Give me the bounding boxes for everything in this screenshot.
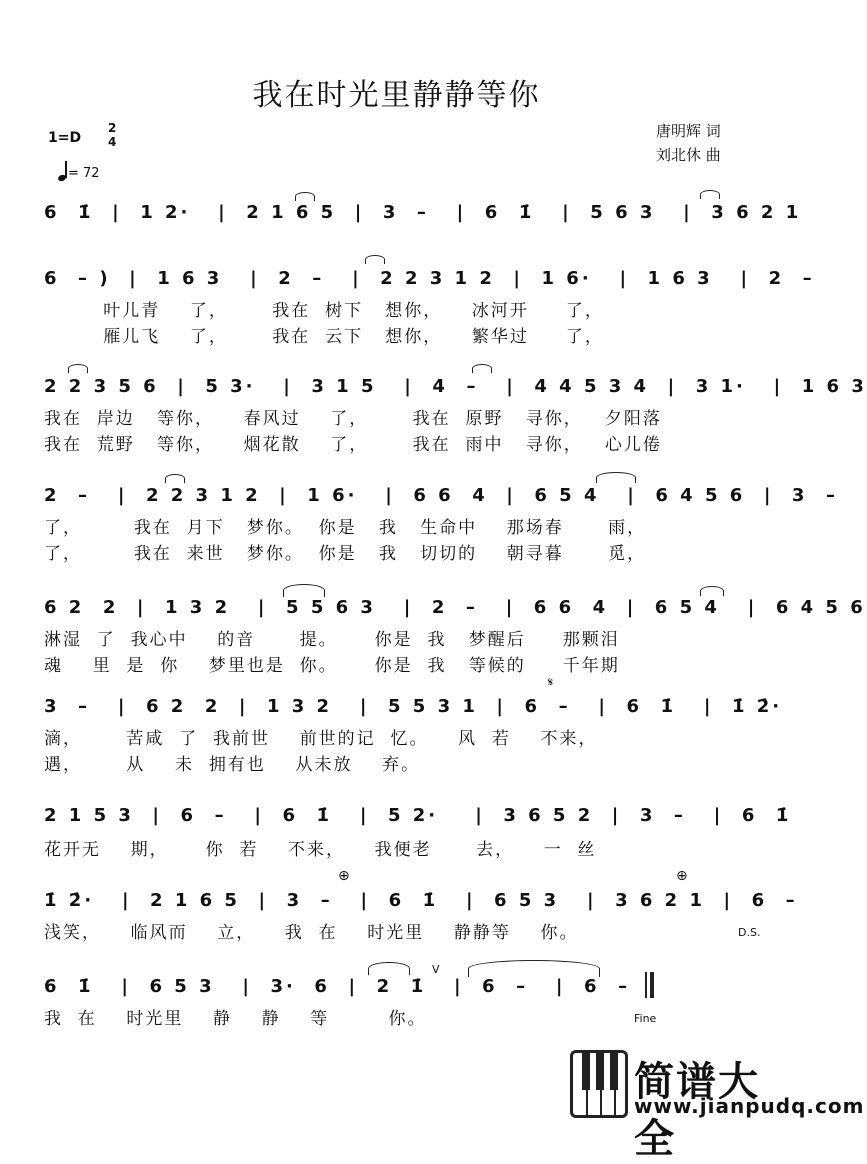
lyric-row-2: 了， 我在 来世 梦你。 你是 我 切切的 朝寻暮 觅，	[44, 544, 647, 564]
site-logo	[570, 1050, 865, 1162]
slur	[283, 584, 325, 597]
slur	[295, 192, 315, 201]
final-barline-thin	[645, 972, 647, 998]
coda-icon: ⊕	[676, 868, 688, 884]
tempo-value: = 72	[68, 166, 100, 181]
time-signature	[108, 121, 116, 149]
lyric-row-2: 遇， 从 未 拥有也 从未放 弃。	[44, 755, 421, 775]
slur	[596, 472, 636, 483]
lyric-row-1: 滴， 苦咸 了 我前世 前世的记 忆。 风 若 不来，	[44, 729, 598, 749]
lyric-row-1: 叶儿青 了， 我在 树下 想你， 冰河开 了，	[44, 301, 604, 321]
lyric-row-2: 我在 荒野 等你， 烟花散 了， 我在 雨中 寻你， 心儿倦	[44, 435, 662, 455]
notes-row: 6 1̇ | 6 5 3 | 3· 6 | 2 1̇ | 6 – | 6 –	[44, 976, 631, 997]
lyric-row-1: 花开无 期， 你 若 不来， 我便老 去， 一 丝	[44, 840, 597, 860]
notes-row: 2 1 5 3 | 6 – | 6 1̇ | 5 2· | 3 6 5 2 | 3 – | 6 1̇	[44, 805, 792, 826]
notes-row: 1̇ 2̇· | 2 1 6 5 | 3 – | 6 1̇ | 6 5 3 | 3 6 2 1 | 6 –	[44, 890, 798, 911]
breath-mark: V	[432, 963, 440, 976]
slur	[368, 962, 410, 975]
fine-marker: Fine	[634, 1012, 657, 1025]
slur	[468, 960, 600, 977]
slur	[472, 364, 492, 373]
composer: 刘北休 曲	[656, 146, 721, 164]
slur	[365, 255, 385, 264]
notes-row: 6 – ) | 1 6 3 | 2 – | 2 2 3 1 2 | 1 6· | 1 6 3 | 2 –	[44, 268, 815, 289]
notes-row: 6 2 2 | 1 3 2 | 5 5 6 3 | 2 – | 6 6 4 | 6 5 4 | 6 4 5 6	[44, 597, 866, 618]
slur	[68, 364, 88, 373]
lyric-row-2: 魂 里 是 你 梦里也是 你。 你是 我 等候的 千年期	[44, 656, 620, 676]
logo-url: www.jianpudq.com	[634, 1094, 865, 1118]
ds-marker: D.S.	[738, 926, 761, 939]
notes-row: 6 1̇ | 1 2· | 2 1 6 5 | 3 – | 6 1̇ | 5 6 3 | 3 6 2 1	[44, 202, 802, 223]
segno-icon: 𝄋	[548, 675, 554, 689]
time-signature-bottom: 4	[108, 135, 117, 149]
slur	[165, 474, 185, 483]
song-title: 我在时光里静静等你	[252, 78, 541, 113]
lyric-row-1: 浅笑， 临风而 立， 我 在 时光里 静静等 你。	[44, 923, 579, 943]
notes-row: 2 2 3 5 6 | 5 3· | 3 1 5 | 4 – | 4 4 5 3 4 | 3 1· | 1 6 3	[44, 376, 867, 397]
lyric-row-1: 我在 岸边 等你， 春风过 了， 我在 原野 寻你， 夕阳落	[44, 409, 662, 429]
slur	[700, 190, 720, 199]
lyric-row-1: 我 在 时光里 静 静 等 你。	[44, 1009, 427, 1029]
lyric-row-1: 了， 我在 月下 梦你。 你是 我 生命中 那场春 雨，	[44, 518, 647, 538]
piano-keys-icon	[570, 1050, 628, 1118]
notes-row: 3 – | 6 2 2 | 1 3 2 | 5 5 3 1 | 6 – | 6 1̇ | 1̇ 2̇·	[44, 696, 783, 717]
final-barline-thick	[650, 972, 654, 998]
lyricist: 唐明辉 词	[656, 122, 721, 140]
tempo-marking	[58, 161, 100, 181]
lyric-row-2: 雁儿飞 了， 我在 云下 想你， 繁华过 了，	[44, 327, 604, 347]
coda-icon: ⊕	[338, 868, 350, 884]
lyric-row-1: 淋湿 了 我心中 的音 提。 你是 我 梦醒后 那颗泪	[44, 630, 620, 650]
key-signature: 1=D	[48, 130, 82, 146]
time-signature-top: 2	[108, 121, 117, 135]
logo-text: 简谱大全	[634, 1059, 760, 1162]
slur	[700, 586, 724, 596]
quarter-note-icon	[58, 161, 68, 181]
credits	[656, 119, 721, 167]
notes-row: 2 – | 2 2 3 1 2 | 1 6· | 6 6 4 | 6 5 4 | 6 4 5 6 | 3 –	[44, 485, 838, 506]
